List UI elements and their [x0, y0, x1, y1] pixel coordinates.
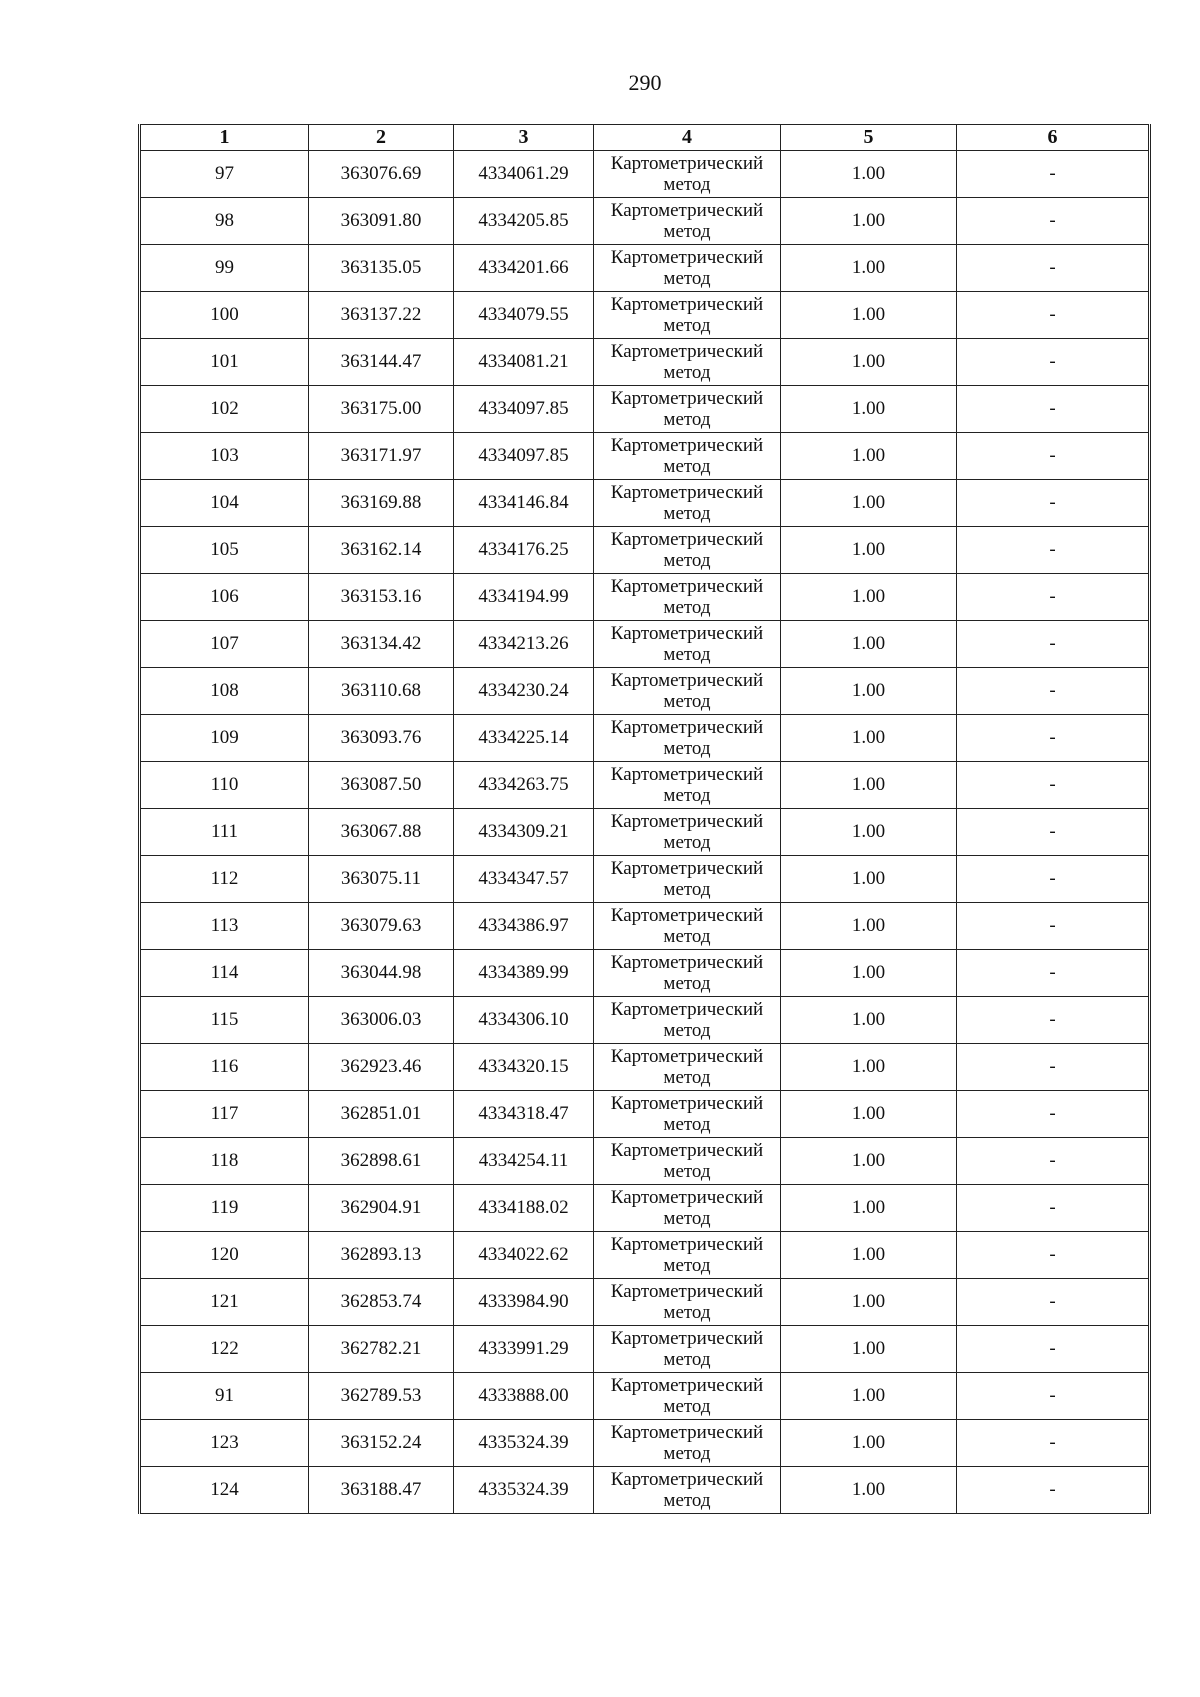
accuracy-cell: 1.00 — [781, 762, 957, 809]
method-cell: Картометрический метод — [594, 668, 781, 715]
y-coordinate-cell: 4334320.15 — [454, 1044, 594, 1091]
accuracy-cell: 1.00 — [781, 715, 957, 762]
accuracy-cell: 1.00 — [781, 809, 957, 856]
y-coordinate-cell: 4334201.66 — [454, 245, 594, 292]
point-number-cell: 101 — [140, 339, 309, 386]
point-number-cell: 123 — [140, 1420, 309, 1467]
table-row — [140, 1279, 1150, 1326]
accuracy-cell: 1.00 — [781, 1373, 957, 1420]
note-cell: - — [957, 527, 1150, 574]
table-row — [140, 386, 1150, 433]
point-number-cell: 91 — [140, 1373, 309, 1420]
point-number-cell: 109 — [140, 715, 309, 762]
table-header — [140, 125, 1150, 151]
note-cell: - — [957, 433, 1150, 480]
y-coordinate-cell: 4334146.84 — [454, 480, 594, 527]
note-cell: - — [957, 809, 1150, 856]
x-coordinate-cell: 363134.42 — [309, 621, 454, 668]
table-row — [140, 809, 1150, 856]
note-cell: - — [957, 668, 1150, 715]
y-coordinate-cell: 4334081.21 — [454, 339, 594, 386]
accuracy-cell: 1.00 — [781, 433, 957, 480]
accuracy-cell: 1.00 — [781, 1044, 957, 1091]
table-row — [140, 574, 1150, 621]
accuracy-cell: 1.00 — [781, 1138, 957, 1185]
column-header: 6 — [957, 125, 1150, 151]
method-cell: Картометрический метод — [594, 198, 781, 245]
method-cell: Картометрический метод — [594, 1373, 781, 1420]
y-coordinate-cell: 4334194.99 — [454, 574, 594, 621]
y-coordinate-cell: 4334389.99 — [454, 950, 594, 997]
x-coordinate-cell: 363169.88 — [309, 480, 454, 527]
point-number-cell: 108 — [140, 668, 309, 715]
point-number-cell: 97 — [140, 151, 309, 198]
x-coordinate-cell: 363175.00 — [309, 386, 454, 433]
method-cell: Картометрический метод — [594, 903, 781, 950]
note-cell: - — [957, 245, 1150, 292]
x-coordinate-cell: 363093.76 — [309, 715, 454, 762]
x-coordinate-cell: 363006.03 — [309, 997, 454, 1044]
method-cell: Картометрический метод — [594, 339, 781, 386]
note-cell: - — [957, 950, 1150, 997]
table-row — [140, 1467, 1150, 1514]
note-cell: - — [957, 1138, 1150, 1185]
table-row — [140, 1185, 1150, 1232]
y-coordinate-cell: 4335324.39 — [454, 1467, 594, 1514]
x-coordinate-cell: 363188.47 — [309, 1467, 454, 1514]
x-coordinate-cell: 363137.22 — [309, 292, 454, 339]
point-number-cell: 116 — [140, 1044, 309, 1091]
y-coordinate-cell: 4334097.85 — [454, 386, 594, 433]
x-coordinate-cell: 363152.24 — [309, 1420, 454, 1467]
point-number-cell: 98 — [140, 198, 309, 245]
accuracy-cell: 1.00 — [781, 668, 957, 715]
y-coordinate-cell: 4334309.21 — [454, 809, 594, 856]
method-cell: Картометрический метод — [594, 527, 781, 574]
note-cell: - — [957, 292, 1150, 339]
table-body — [140, 151, 1150, 1514]
x-coordinate-cell: 362851.01 — [309, 1091, 454, 1138]
method-cell: Картометрический метод — [594, 1091, 781, 1138]
method-cell: Картометрический метод — [594, 1044, 781, 1091]
x-coordinate-cell: 362789.53 — [309, 1373, 454, 1420]
x-coordinate-cell: 363162.14 — [309, 527, 454, 574]
accuracy-cell: 1.00 — [781, 1420, 957, 1467]
point-number-cell: 118 — [140, 1138, 309, 1185]
accuracy-cell: 1.00 — [781, 903, 957, 950]
table-row — [140, 950, 1150, 997]
note-cell: - — [957, 1420, 1150, 1467]
point-number-cell: 103 — [140, 433, 309, 480]
point-number-cell: 120 — [140, 1232, 309, 1279]
coordinates-table-frame — [138, 124, 1148, 1514]
table-row — [140, 1373, 1150, 1420]
y-coordinate-cell: 4334306.10 — [454, 997, 594, 1044]
x-coordinate-cell: 362923.46 — [309, 1044, 454, 1091]
point-number-cell: 110 — [140, 762, 309, 809]
table-row — [140, 527, 1150, 574]
x-coordinate-cell: 362904.91 — [309, 1185, 454, 1232]
y-coordinate-cell: 4334061.29 — [454, 151, 594, 198]
method-cell: Картометрический метод — [594, 762, 781, 809]
y-coordinate-cell: 4334263.75 — [454, 762, 594, 809]
note-cell: - — [957, 1044, 1150, 1091]
note-cell: - — [957, 997, 1150, 1044]
point-number-cell: 121 — [140, 1279, 309, 1326]
table-row — [140, 1420, 1150, 1467]
point-number-cell: 119 — [140, 1185, 309, 1232]
table-row — [140, 1138, 1150, 1185]
method-cell: Картометрический метод — [594, 715, 781, 762]
y-coordinate-cell: 4334230.24 — [454, 668, 594, 715]
method-cell: Картометрический метод — [594, 1279, 781, 1326]
table-row — [140, 1232, 1150, 1279]
accuracy-cell: 1.00 — [781, 1467, 957, 1514]
accuracy-cell: 1.00 — [781, 856, 957, 903]
y-coordinate-cell: 4334386.97 — [454, 903, 594, 950]
column-header: 2 — [309, 125, 454, 151]
y-coordinate-cell: 4334188.02 — [454, 1185, 594, 1232]
method-cell: Картометрический метод — [594, 1138, 781, 1185]
x-coordinate-cell: 363067.88 — [309, 809, 454, 856]
x-coordinate-cell: 362893.13 — [309, 1232, 454, 1279]
accuracy-cell: 1.00 — [781, 292, 957, 339]
note-cell: - — [957, 1091, 1150, 1138]
point-number-cell: 105 — [140, 527, 309, 574]
method-cell: Картометрический метод — [594, 1185, 781, 1232]
point-number-cell: 107 — [140, 621, 309, 668]
accuracy-cell: 1.00 — [781, 1232, 957, 1279]
method-cell: Картометрический метод — [594, 151, 781, 198]
point-number-cell: 104 — [140, 480, 309, 527]
x-coordinate-cell: 363079.63 — [309, 903, 454, 950]
method-cell: Картометрический метод — [594, 1467, 781, 1514]
x-coordinate-cell: 363171.97 — [309, 433, 454, 480]
table-row — [140, 1326, 1150, 1373]
point-number-cell: 99 — [140, 245, 309, 292]
x-coordinate-cell: 363110.68 — [309, 668, 454, 715]
method-cell: Картометрический метод — [594, 480, 781, 527]
method-cell: Картометрический метод — [594, 245, 781, 292]
accuracy-cell: 1.00 — [781, 1091, 957, 1138]
x-coordinate-cell: 362853.74 — [309, 1279, 454, 1326]
x-coordinate-cell: 363091.80 — [309, 198, 454, 245]
y-coordinate-cell: 4333888.00 — [454, 1373, 594, 1420]
table-row — [140, 715, 1150, 762]
y-coordinate-cell: 4335324.39 — [454, 1420, 594, 1467]
note-cell: - — [957, 621, 1150, 668]
method-cell: Картометрический метод — [594, 856, 781, 903]
note-cell: - — [957, 151, 1150, 198]
note-cell: - — [957, 1232, 1150, 1279]
point-number-cell: 102 — [140, 386, 309, 433]
y-coordinate-cell: 4334347.57 — [454, 856, 594, 903]
table-row — [140, 762, 1150, 809]
accuracy-cell: 1.00 — [781, 621, 957, 668]
table-row — [140, 151, 1150, 198]
note-cell: - — [957, 1185, 1150, 1232]
point-number-cell: 111 — [140, 809, 309, 856]
y-coordinate-cell: 4334225.14 — [454, 715, 594, 762]
x-coordinate-cell: 362782.21 — [309, 1326, 454, 1373]
y-coordinate-cell: 4334097.85 — [454, 433, 594, 480]
page-number: 290 — [628, 70, 662, 95]
header-row — [140, 125, 1150, 151]
note-cell: - — [957, 1467, 1150, 1514]
y-coordinate-cell: 4334022.62 — [454, 1232, 594, 1279]
point-number-cell: 115 — [140, 997, 309, 1044]
method-cell: Картометрический метод — [594, 1326, 781, 1373]
y-coordinate-cell: 4334213.26 — [454, 621, 594, 668]
point-number-cell: 122 — [140, 1326, 309, 1373]
method-cell: Картометрический метод — [594, 809, 781, 856]
method-cell: Картометрический метод — [594, 1420, 781, 1467]
method-cell: Картометрический метод — [594, 386, 781, 433]
table-row — [140, 198, 1150, 245]
accuracy-cell: 1.00 — [781, 997, 957, 1044]
x-coordinate-cell: 363144.47 — [309, 339, 454, 386]
table-row — [140, 856, 1150, 903]
note-cell: - — [957, 574, 1150, 621]
table-row — [140, 292, 1150, 339]
column-header: 3 — [454, 125, 594, 151]
note-cell: - — [957, 386, 1150, 433]
table-row — [140, 1091, 1150, 1138]
note-cell: - — [957, 903, 1150, 950]
table-row — [140, 339, 1150, 386]
accuracy-cell: 1.00 — [781, 198, 957, 245]
table-row — [140, 621, 1150, 668]
accuracy-cell: 1.00 — [781, 1326, 957, 1373]
point-number-cell: 117 — [140, 1091, 309, 1138]
table-row — [140, 668, 1150, 715]
point-number-cell: 114 — [140, 950, 309, 997]
table-row — [140, 433, 1150, 480]
method-cell: Картометрический метод — [594, 621, 781, 668]
note-cell: - — [957, 339, 1150, 386]
x-coordinate-cell: 363087.50 — [309, 762, 454, 809]
accuracy-cell: 1.00 — [781, 1185, 957, 1232]
column-header: 5 — [781, 125, 957, 151]
point-number-cell: 113 — [140, 903, 309, 950]
y-coordinate-cell: 4333991.29 — [454, 1326, 594, 1373]
note-cell: - — [957, 198, 1150, 245]
y-coordinate-cell: 4334176.25 — [454, 527, 594, 574]
accuracy-cell: 1.00 — [781, 574, 957, 621]
table-row — [140, 1044, 1150, 1091]
point-number-cell: 100 — [140, 292, 309, 339]
method-cell: Картометрический метод — [594, 950, 781, 997]
note-cell: - — [957, 856, 1150, 903]
table-row — [140, 997, 1150, 1044]
accuracy-cell: 1.00 — [781, 527, 957, 574]
note-cell: - — [957, 480, 1150, 527]
method-cell: Картометрический метод — [594, 574, 781, 621]
note-cell: - — [957, 1373, 1150, 1420]
note-cell: - — [957, 762, 1150, 809]
note-cell: - — [957, 1326, 1150, 1373]
y-coordinate-cell: 4334254.11 — [454, 1138, 594, 1185]
x-coordinate-cell: 363044.98 — [309, 950, 454, 997]
column-header: 1 — [140, 125, 309, 151]
note-cell: - — [957, 715, 1150, 762]
y-coordinate-cell: 4334205.85 — [454, 198, 594, 245]
method-cell: Картометрический метод — [594, 1232, 781, 1279]
method-cell: Картометрический метод — [594, 433, 781, 480]
table-row — [140, 480, 1150, 527]
point-number-cell: 112 — [140, 856, 309, 903]
accuracy-cell: 1.00 — [781, 245, 957, 292]
y-coordinate-cell: 4333984.90 — [454, 1279, 594, 1326]
point-number-cell: 124 — [140, 1467, 309, 1514]
x-coordinate-cell: 363076.69 — [309, 151, 454, 198]
note-cell: - — [957, 1279, 1150, 1326]
y-coordinate-cell: 4334079.55 — [454, 292, 594, 339]
y-coordinate-cell: 4334318.47 — [454, 1091, 594, 1138]
x-coordinate-cell: 362898.61 — [309, 1138, 454, 1185]
table-row — [140, 903, 1150, 950]
x-coordinate-cell: 363135.05 — [309, 245, 454, 292]
point-number-cell: 106 — [140, 574, 309, 621]
accuracy-cell: 1.00 — [781, 339, 957, 386]
accuracy-cell: 1.00 — [781, 1279, 957, 1326]
x-coordinate-cell: 363075.11 — [309, 856, 454, 903]
x-coordinate-cell: 363153.16 — [309, 574, 454, 621]
accuracy-cell: 1.00 — [781, 480, 957, 527]
method-cell: Картометрический метод — [594, 997, 781, 1044]
method-cell: Картометрический метод — [594, 292, 781, 339]
table-row — [140, 245, 1150, 292]
accuracy-cell: 1.00 — [781, 151, 957, 198]
accuracy-cell: 1.00 — [781, 386, 957, 433]
coordinates-table — [138, 124, 1151, 1514]
column-header: 4 — [594, 125, 781, 151]
accuracy-cell: 1.00 — [781, 950, 957, 997]
